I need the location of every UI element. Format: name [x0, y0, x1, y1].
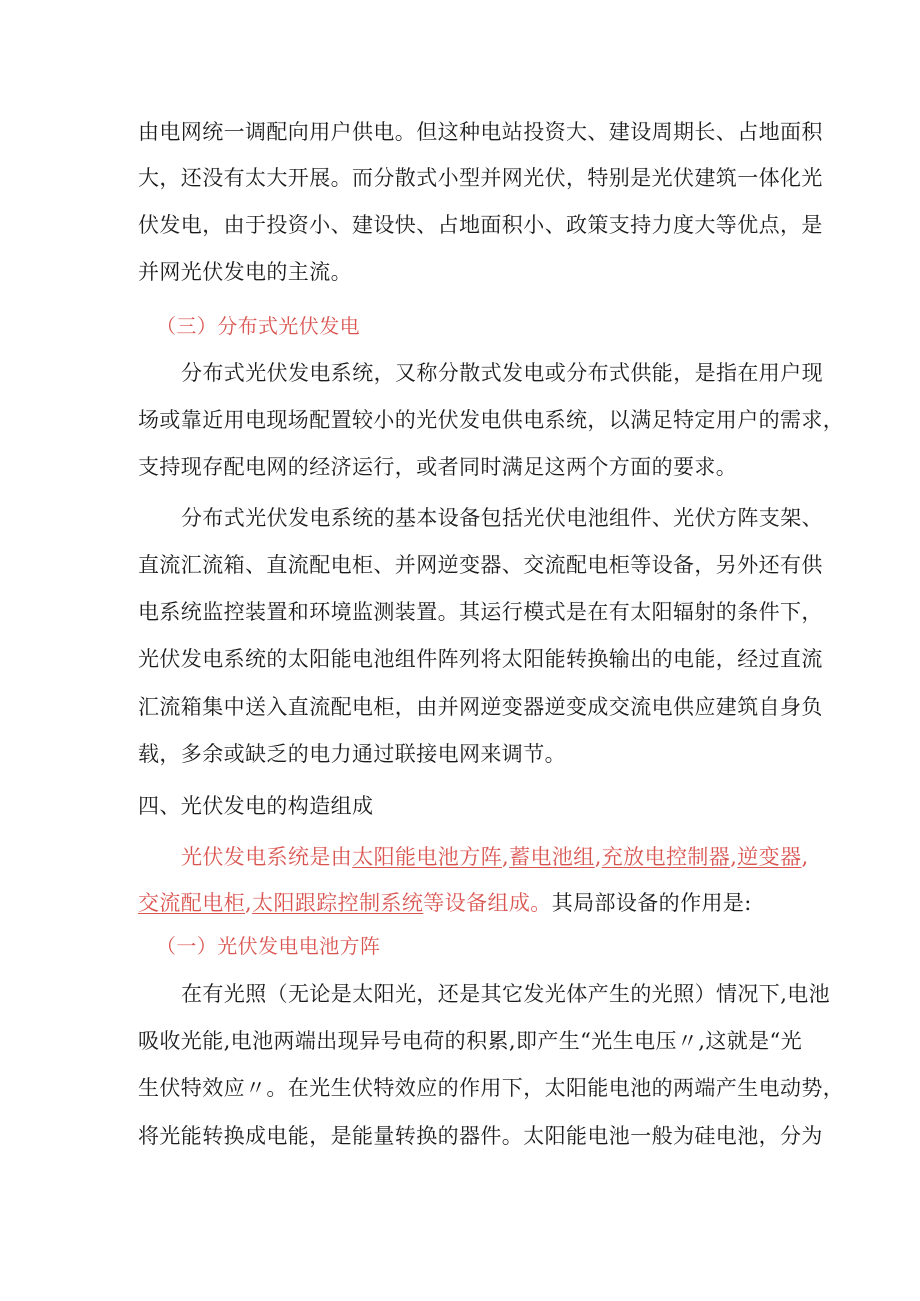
paragraph-1-line-4: 并网光伏发电的主流。	[138, 260, 352, 284]
paragraph-3-line-6: 载，多余或缺乏的电力通过联接电网来调节。	[138, 742, 566, 766]
paragraph-4-line-1	[181, 842, 809, 872]
separator: ,	[730, 845, 738, 869]
paragraph-4-line-2	[138, 888, 752, 918]
section-heading-pv-array: （一）光伏发电电池方阵	[156, 934, 381, 958]
paragraph-3-line-3: 电系统监控装置和环境监测装置。其运行模式是在有太阳辐射的条件下，	[138, 600, 823, 624]
paragraph-2-line-2: 场或靠近用电现场配置较小的光伏发电供电系统，以满足特定用户的需求，	[138, 408, 845, 432]
separator: ,	[502, 845, 510, 869]
paragraph-1-line-3: 伏发电，由于投资小、建设快、占地面积小、政策支持力度大等优点，是	[138, 213, 823, 237]
paragraph-1-line-2: 大，还没有太大开展。而分散式小型并网光伏，特别是光伏建筑一体化光	[138, 166, 823, 190]
link-charge-controller[interactable]: 充放电控制器	[601, 845, 731, 869]
paragraph-3-line-4: 光伏发电系统的太阳能电池组件阵列将太阳能转换输出的电能，经过直流	[138, 647, 823, 671]
link-inverter[interactable]: 逆变器	[737, 845, 802, 869]
paragraph-3-line-2: 直流汇流箱、直流配电柜、并网逆变器、交流配电柜等设备，另外还有供	[138, 553, 823, 577]
paragraph-5-line-3: 生伏特效应〃。在光生伏特效应的作用下，太阳能电池的两端产生电动势，	[138, 1076, 845, 1100]
paragraph-5-line-1: 在有光照（无论是太阳光，还是其它发光体产生的光照）情况下,电池	[181, 982, 831, 1006]
link-ac-distribution-cabinet[interactable]: 交流配电柜	[138, 891, 245, 915]
separator: ,	[245, 891, 253, 915]
separator: ,	[594, 845, 602, 869]
link-battery-bank[interactable]: 蓄电池组	[509, 845, 595, 869]
paragraph-5-line-4: 将光能转换成电能，是能量转换的器件。太阳能电池一般为硅电池，分为	[138, 1124, 823, 1148]
paragraph-4-tail-red: 等设备组成。	[423, 891, 552, 915]
link-solar-array[interactable]: 太阳能电池方阵	[352, 845, 503, 869]
separator: ,	[801, 845, 809, 869]
paragraph-2-line-3: 支持现存配电网的经济运行，或者同时满足这两个方面的要求。	[138, 455, 738, 479]
paragraph-2-line-1: 分布式光伏发电系统，又称分散式发电或分布式供能，是指在用户现	[181, 361, 823, 385]
link-solar-tracking-system[interactable]: 太阳跟踪控制系统	[252, 891, 424, 915]
paragraph-5-line-2: 吸收光能,电池两端出现异号电荷的积累,即产生“光生电压〃,这就是“光	[138, 1029, 803, 1053]
section-heading-distributed-pv: （三）分布式光伏发电	[156, 314, 360, 338]
paragraph-1-line-1: 由电网统一调配向用户供电。但这种电站投资大、建设周期长、占地面积	[138, 120, 823, 144]
paragraph-3-line-5: 汇流箱集中送入直流配电柜，由并网逆变器逆变成交流电供应建筑自身负	[138, 695, 823, 719]
paragraph-4-tail: 其局部设备的作用是:	[551, 891, 752, 915]
chapter-heading-pv-structure: 四、光伏发电的构造组成	[138, 794, 374, 818]
paragraph-3-line-1: 分布式光伏发电系统的基本设备包括光伏电池组件、光伏方阵支架、	[181, 506, 823, 530]
paragraph-4-intro: 光伏发电系统是由	[181, 845, 353, 869]
